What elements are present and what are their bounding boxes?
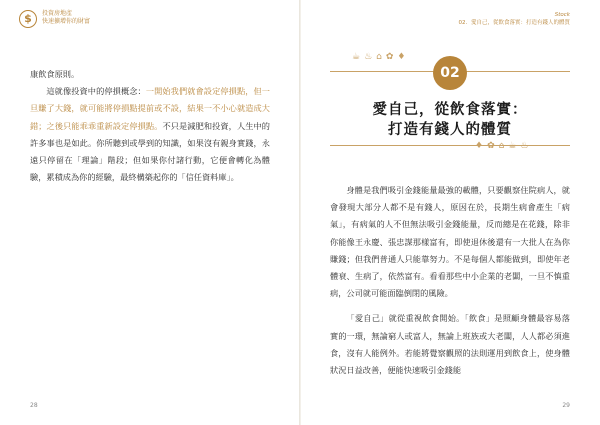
chapter-title-line-1: 愛自己，從飲食落實： [372,102,528,118]
chapter-number-badge: 02 [433,56,467,90]
right-running-header [459,12,571,27]
book-title-line-1: 投資房地產 [42,10,73,17]
highlighted-text: 一開始我們就會設定停損點，但一旦賺了大錢，就可能將停損點提前或不設，結果一不小心就造成大錯；之後只能乖乖重新設定停損點。 [30,86,270,131]
food-icons-bottom [475,139,529,153]
chapter-running-title: 02．愛自己，從飲食落實：打造有錢人的體質 [458,20,570,26]
left-body-text [30,66,270,186]
coin-logo-icon: $ [19,10,37,28]
coffee-cup-icon: ☕ [352,52,361,62]
diamond-icon: ♦ [475,141,484,151]
diamond-icon: ♦ [397,52,406,62]
house-icon: ⌂ [376,52,382,62]
book-title-line-2: 快速擴增你的財富 [42,18,91,25]
steaming-bowl-icon: ♨ [364,52,373,62]
page-number-left: 28 [30,402,38,409]
paragraph [30,83,270,186]
paragraph: 康飲食原則。 [30,69,80,79]
book-title [42,10,90,26]
chapter-title-line-2: 打造有錢人的體質 [388,122,512,138]
flower-icon: ✿ [385,52,394,62]
flower-icon: ✿ [487,141,495,151]
paragraph: 身體是我們吸引金錢能量最強的載體，只要觀察住院病人，就會發現大部分人都不是有錢人，原因在於，長期生病會產生「病氣」，有病氣的人不但無法吸引金錢能量，反而總是在花錢，除非你能像王永慶、張忠謀那樣富有，即使退休後還有一大批人在為你賺錢；但我們普通人只能靠努力。不是每個人都能做到，即使年老體衰、生病了，依然富有。看看那些中小企業的老闆，一旦不慎重病，公司就可能面臨倒閉的風險。 [330,185,570,299]
right-body-text [330,182,570,379]
text-run: 不只是減肥和投資，人生中的許多事也是如此。你所聽到或學到的知識，如果沒有親身實踐，永遠只停留在「理論」階段；但如果你付諸行動，它便會轉化為體驗，累積成為你的經驗，最終構築起你的「信任資料庫」。 [30,120,270,183]
house-icon: ⌂ [498,141,505,151]
page-number-right: 29 [562,402,570,409]
section-label: Stock [554,12,570,18]
bottom-rule [330,145,570,146]
paragraph: 「愛自己」就從重視飲食開始。「飲食」是照顧身體最容易落實的一環，無論窮人或富人，無論上班族或大老闆，人人都必須進食，沒有人能例外。若能將覺察觀照的法則運用到飲食上，使身體狀況日益改善，便能快速吸引金錢能 [330,313,570,376]
chapter-opener [330,50,570,165]
steaming-bowl-icon: ♨ [520,141,529,151]
food-icons-top [352,50,406,64]
text-run: 這就像投資中的停損概念： [46,86,146,97]
coffee-cup-icon: ☕ [508,141,517,151]
